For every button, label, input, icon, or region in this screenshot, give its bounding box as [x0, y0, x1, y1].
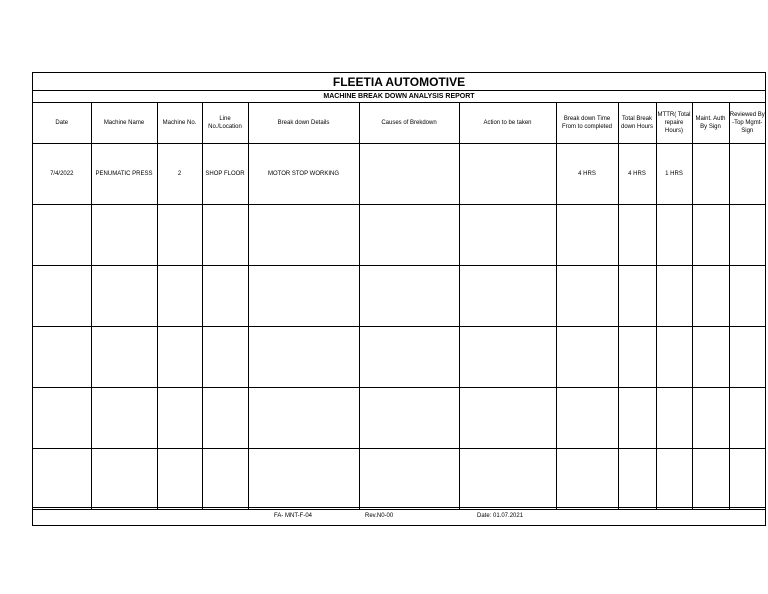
column-header: Reviewed By -Top Mgmt-Sign: [729, 103, 765, 143]
table-cell[interactable]: [556, 387, 618, 448]
table-cell[interactable]: [618, 204, 656, 265]
table-cell[interactable]: [91, 326, 157, 387]
column-header: MTTR( Total repaire Hours): [656, 103, 692, 143]
table-cell[interactable]: MOTOR STOP WORKING: [248, 143, 359, 204]
report-sheet: [32, 72, 766, 526]
table-cell[interactable]: [359, 143, 459, 204]
table-cell[interactable]: [202, 326, 248, 387]
table-cell[interactable]: [459, 265, 556, 326]
table-cell[interactable]: [202, 204, 248, 265]
table-cell[interactable]: [729, 387, 765, 448]
table-cell[interactable]: [618, 326, 656, 387]
table-cell[interactable]: [692, 326, 729, 387]
table-cell[interactable]: [91, 387, 157, 448]
table-cell[interactable]: [729, 448, 765, 509]
table-cell[interactable]: 4 HRS: [556, 143, 618, 204]
table-cell[interactable]: [202, 387, 248, 448]
table-cell[interactable]: [33, 387, 91, 448]
column-header: Break down Time From to completed: [556, 103, 618, 143]
form-number: FA- MNT-F-04: [274, 513, 313, 519]
table-cell[interactable]: SHOP FLOOR: [202, 143, 248, 204]
table-cell[interactable]: [656, 204, 692, 265]
column-header: Machine No.: [157, 103, 202, 143]
table-cell[interactable]: [157, 448, 202, 509]
breakdown-table: [33, 103, 765, 510]
table-cell[interactable]: [618, 448, 656, 509]
table-cell[interactable]: [656, 448, 692, 509]
table-cell[interactable]: [618, 387, 656, 448]
column-header: Action to be taken: [459, 103, 556, 143]
table-cell[interactable]: [248, 387, 359, 448]
table-cell[interactable]: [248, 265, 359, 326]
table-row: [33, 265, 765, 326]
table-cell[interactable]: [33, 326, 91, 387]
revision-number: Rev.N0-00: [365, 513, 394, 519]
form-footer: [33, 507, 765, 525]
table-cell[interactable]: [459, 326, 556, 387]
table-cell[interactable]: [656, 265, 692, 326]
table-cell[interactable]: [33, 448, 91, 509]
table-cell[interactable]: [692, 387, 729, 448]
column-header: Break down Details: [248, 103, 359, 143]
table-cell[interactable]: [556, 326, 618, 387]
table-cell[interactable]: [248, 448, 359, 509]
table-cell[interactable]: [729, 326, 765, 387]
table-row: [33, 326, 765, 387]
table-cell[interactable]: [33, 265, 91, 326]
table-row: [33, 204, 765, 265]
table-cell[interactable]: [248, 326, 359, 387]
table-cell[interactable]: [248, 204, 359, 265]
column-header: Maint. Auth By Sign: [692, 103, 729, 143]
table-row: [33, 143, 765, 204]
form-date: Date: 01.07.2021: [477, 513, 524, 519]
table-cell[interactable]: 1 HRS: [656, 143, 692, 204]
header-row: [33, 103, 765, 143]
column-header: Date: [33, 103, 91, 143]
table-cell[interactable]: [91, 204, 157, 265]
table-cell[interactable]: [359, 265, 459, 326]
table-row: [33, 387, 765, 448]
table-cell[interactable]: [692, 448, 729, 509]
table-cell[interactable]: [359, 448, 459, 509]
table-cell[interactable]: [157, 204, 202, 265]
table-cell[interactable]: 2: [157, 143, 202, 204]
table-cell[interactable]: [692, 204, 729, 265]
column-header: Line No./Location: [202, 103, 248, 143]
column-header: Machine Name: [91, 103, 157, 143]
table-cell[interactable]: [157, 326, 202, 387]
table-cell[interactable]: 4 HRS: [618, 143, 656, 204]
table-cell[interactable]: [459, 448, 556, 509]
table-cell[interactable]: [692, 143, 729, 204]
table-cell[interactable]: [656, 387, 692, 448]
table-cell[interactable]: [729, 204, 765, 265]
table-cell[interactable]: [157, 387, 202, 448]
table-cell[interactable]: [359, 387, 459, 448]
column-header: Causes of Brekdown: [359, 103, 459, 143]
table-cell[interactable]: [202, 448, 248, 509]
table-cell[interactable]: [618, 265, 656, 326]
report-subtitle: MACHINE BREAK DOWN ANALYSIS REPORT: [33, 91, 765, 103]
column-header: Total Break down Hours: [618, 103, 656, 143]
table-cell[interactable]: [459, 143, 556, 204]
table-cell[interactable]: [91, 265, 157, 326]
table-cell[interactable]: [692, 265, 729, 326]
table-cell[interactable]: [459, 387, 556, 448]
table-cell[interactable]: [556, 265, 618, 326]
table-cell[interactable]: [556, 204, 618, 265]
table-cell[interactable]: [91, 448, 157, 509]
table-cell[interactable]: [157, 265, 202, 326]
table-cell[interactable]: [459, 204, 556, 265]
table-cell[interactable]: [359, 326, 459, 387]
report-title: FLEETIA AUTOMOTIVE: [33, 73, 765, 91]
table-row: [33, 448, 765, 509]
table-cell[interactable]: [359, 204, 459, 265]
table-cell[interactable]: [729, 265, 765, 326]
table-cell[interactable]: [33, 204, 91, 265]
table-cell[interactable]: [729, 143, 765, 204]
table-cell[interactable]: PENUMATIC PRESS: [91, 143, 157, 204]
table-cell[interactable]: [202, 265, 248, 326]
table-cell[interactable]: [556, 448, 618, 509]
table-cell[interactable]: [656, 326, 692, 387]
table-cell[interactable]: 7/4/2022: [33, 143, 91, 204]
